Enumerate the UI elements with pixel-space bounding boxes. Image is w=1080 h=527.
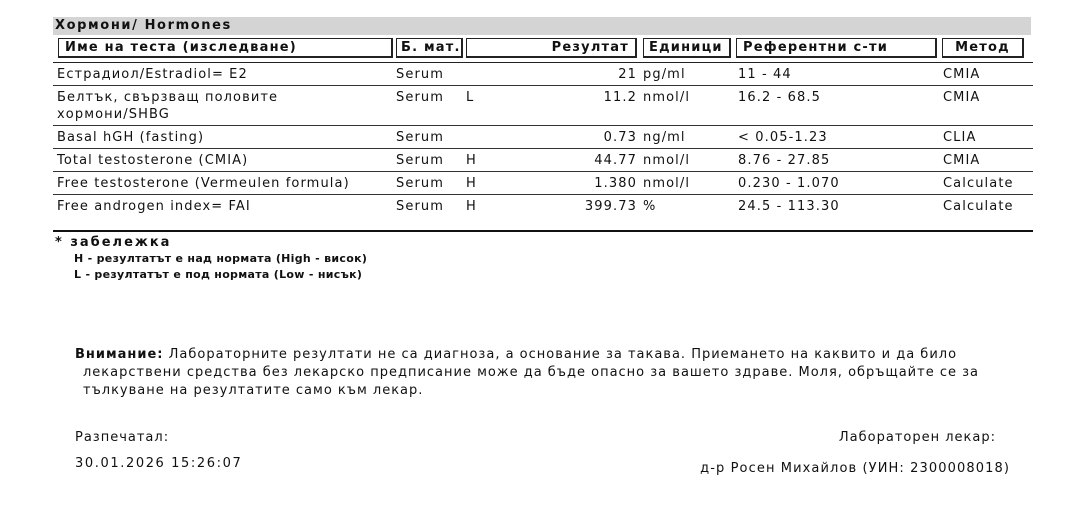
reference-range: 11 - 44 bbox=[738, 67, 792, 82]
sample-type: Serum bbox=[396, 130, 444, 145]
disclaimer-label: Внимание: bbox=[75, 347, 164, 362]
results-table bbox=[53, 62, 1033, 217]
sample-type: Serum bbox=[396, 90, 444, 105]
test-name: Free testosterone (Vermeulen formula) bbox=[57, 176, 350, 191]
sample-type: Serum bbox=[396, 153, 444, 168]
column-header-method: Метод bbox=[942, 38, 1024, 58]
test-name: Белтък, свързващ половите хормони/SHBG bbox=[57, 90, 279, 122]
disclaimer-text-line-2: лекарствени средства без лекарско предписание може да бъде опасно за вашето здраве. Моля, обръщайте се за bbox=[83, 365, 979, 380]
reference-range: 8.76 - 27.85 bbox=[738, 153, 831, 168]
result-flag: L bbox=[466, 90, 475, 105]
result-value: 21 bbox=[618, 67, 637, 82]
table-row bbox=[53, 85, 1033, 125]
print-timestamp: 30.01.2026 15:26:07 bbox=[75, 456, 243, 471]
reference-range: 16.2 - 68.5 bbox=[738, 90, 821, 105]
test-name: Free androgen index= FAI bbox=[57, 199, 251, 214]
result-units: nmol/l bbox=[643, 153, 691, 168]
test-method: CMIA bbox=[943, 67, 981, 82]
sample-type: Serum bbox=[396, 67, 444, 82]
result-value: 399.73 bbox=[584, 199, 637, 214]
test-name: Естрадиол/Estradiol= E2 bbox=[57, 67, 248, 82]
column-header-result: Резултат bbox=[466, 38, 637, 58]
sample-type: Serum bbox=[396, 199, 444, 214]
legend-low: L - резултатът е под нормата (Low - нисък) bbox=[74, 268, 363, 281]
result-value: 11.2 bbox=[603, 90, 637, 105]
test-method: Calculate bbox=[943, 199, 1014, 214]
lab-doctor-label: Лабораторен лекар: bbox=[838, 430, 996, 445]
table-row bbox=[53, 148, 1033, 171]
column-header-sample: Б. мат. bbox=[396, 38, 463, 58]
table-row bbox=[53, 62, 1033, 85]
result-flag: H bbox=[466, 199, 477, 214]
disclaimer-text-line-1: Лабораторните резултати не са диагноза, а основание за такава. Приемането на каквито и да било bbox=[168, 347, 958, 362]
notes-title: * забележка bbox=[55, 235, 172, 250]
lab-doctor-name: д-р Росен Михайлов (УИН: 2300008018) bbox=[700, 461, 1010, 476]
reference-range: < 0.05-1.23 bbox=[738, 130, 828, 145]
result-units: nmol/l bbox=[643, 176, 691, 191]
sample-type: Serum bbox=[396, 176, 444, 191]
legend-high: H - резултатът е над нормата (High - висок) bbox=[74, 252, 368, 265]
test-method: CMIA bbox=[943, 90, 981, 105]
test-method: CMIA bbox=[943, 153, 981, 168]
result-units: nmol/l bbox=[643, 90, 691, 105]
table-row bbox=[53, 194, 1033, 217]
result-value: 1.380 bbox=[594, 176, 637, 191]
reference-range: 0.230 - 1.070 bbox=[738, 176, 840, 191]
reference-range: 24.5 - 113.30 bbox=[738, 199, 840, 214]
result-value: 44.77 bbox=[594, 153, 637, 168]
column-header-test-name: Име на теста (изследване) bbox=[58, 38, 393, 58]
result-flag: H bbox=[466, 153, 477, 168]
table-row bbox=[53, 171, 1033, 194]
table-row bbox=[53, 125, 1033, 148]
disclaimer bbox=[75, 346, 1025, 400]
column-header-units: Единици bbox=[643, 38, 731, 58]
test-method: CLIA bbox=[943, 130, 977, 145]
disclaimer-text-line-3: тълкуване на резултатите само към лекар. bbox=[83, 383, 424, 398]
result-units: % bbox=[643, 199, 657, 214]
column-header-reference: Референтни с-ти bbox=[736, 38, 937, 58]
test-method: Calculate bbox=[943, 176, 1014, 191]
test-name: Total testosterone (CMIA) bbox=[57, 153, 249, 168]
result-flag: H bbox=[466, 176, 477, 191]
table-bottom-divider bbox=[53, 230, 1033, 232]
result-units: ng/ml bbox=[643, 130, 686, 145]
result-value: 0.73 bbox=[603, 130, 637, 145]
section-title: Хормони/ Hormones bbox=[55, 18, 232, 33]
result-units: pg/ml bbox=[643, 67, 686, 82]
test-name: Basal hGH (fasting) bbox=[57, 130, 205, 145]
printed-by-label: Разпечатал: bbox=[75, 430, 170, 445]
